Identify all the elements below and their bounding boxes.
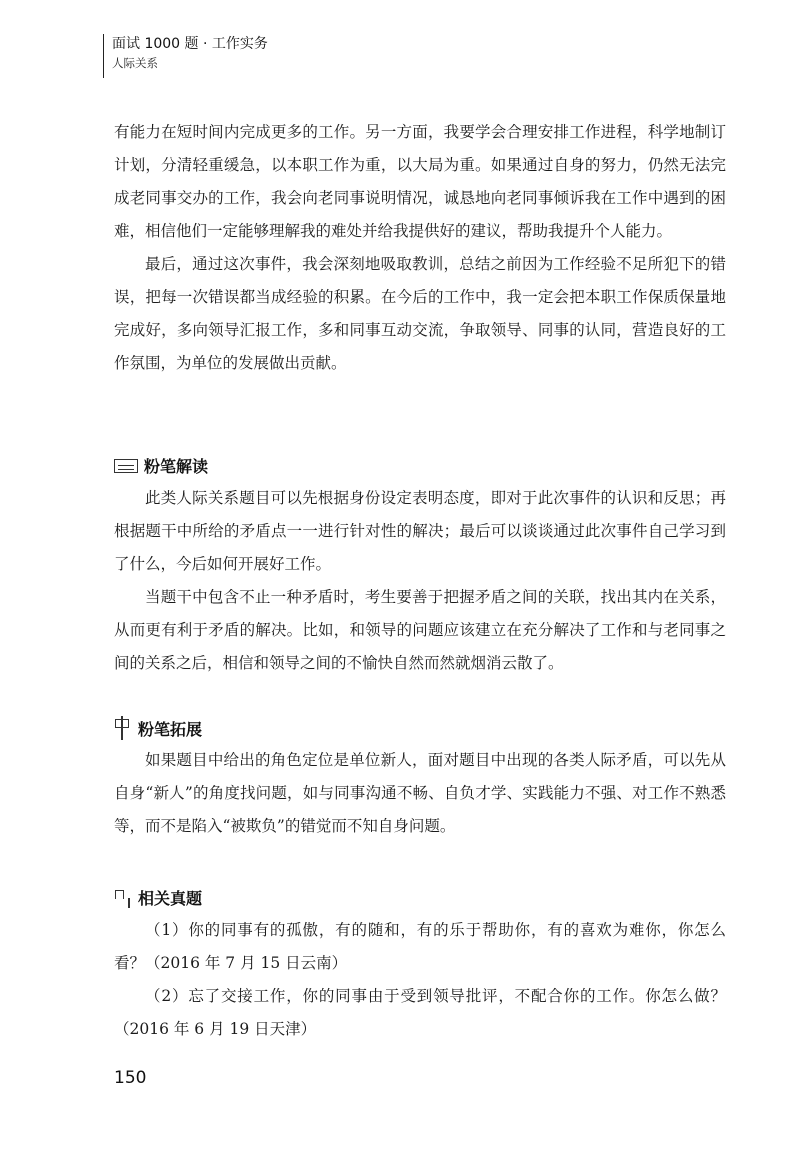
section-title: 相关真题 (138, 889, 203, 908)
running-head (103, 34, 268, 78)
section-title: 粉笔解读 (144, 457, 209, 476)
flag-marker-icon (114, 888, 132, 908)
section-heading-extension (114, 716, 202, 740)
interpretation-paragraph: 当题干中包含不止一种矛盾时，考生要善于把握矛盾之间的关联，找出其内在关系，从而更有利于矛盾的解决。比如，和领导的问题应该建立在充分解决了工作和与老同事之间的关系之后，相信和领导之间的不愉快自然而然就烟消云散了。 (114, 588, 726, 672)
extension-text (114, 744, 726, 843)
extension-paragraph: 如果题目中给出的角色定位是单位新人，面对题目中出现的各类人际矛盾，可以先从自身“新人”的角度找问题，如与同事沟通不畅、自负才学、实践能力不强、对工作不熟悉等，而不是陷入“被欺负”的错觉而不知自身问题。 (114, 751, 726, 835)
related-questions (114, 914, 726, 1046)
chapter-title: 人际关系 (112, 56, 158, 70)
grid-marker-icon (114, 716, 132, 740)
section-heading-interpretation (114, 454, 208, 477)
question-item: （1）你的同事有的孤傲，有的随和，有的乐于帮助你，有的喜欢为难你，你怎么看？（2016 年 7 月 15 日云南） (114, 921, 726, 972)
section-heading-related (114, 886, 202, 909)
body-paragraph-continued: 有能力在短时间内完成更多的工作。另一方面，我要学会合理安排工作进程，科学地制订计划，分清轻重缓急，以本职工作为重，以大局为重。如果通过自身的努力，仍然无法完成老同事交办的工作，我会向老同事说明情况，诚恳地向老同事倾诉我在工作中遇到的困难，相信他们一定能够理解我的难处并给我提供好的建议，帮助我提升个人能力。 (114, 123, 726, 240)
chalk-box-icon (114, 459, 138, 473)
body-paragraph: 最后，通过这次事件，我会深刻地吸取教训，总结之前因为工作经验不足所犯下的错误，把每一次错误都当成经验的积累。在今后的工作中，我一定会把本职工作保质保量地完成好，多向领导汇报工作，多和同事互动交流，争取领导、同事的认同，营造良好的工作氛围，为单位的发展做出贡献。 (114, 255, 726, 372)
interpretation-text (114, 482, 726, 680)
page-number: 150 (114, 1068, 147, 1088)
section-title: 粉笔拓展 (138, 719, 203, 739)
body-text (114, 116, 726, 380)
interpretation-paragraph: 此类人际关系题目可以先根据身份设定表明态度，即对于此次事件的认识和反思；再根据题干中所给的矛盾点一一进行针对性的解决；最后可以谈谈通过此次事件自己学习到了什么，今后如何开展好工作。 (114, 489, 726, 573)
book-title: 面试 1000 题 · 工作实务 (112, 36, 268, 52)
question-item: （2）忘了交接工作，你的同事由于受到领导批评，不配合你的工作。你怎么做？（2016 年 6 月 19 日天津） (114, 987, 726, 1038)
